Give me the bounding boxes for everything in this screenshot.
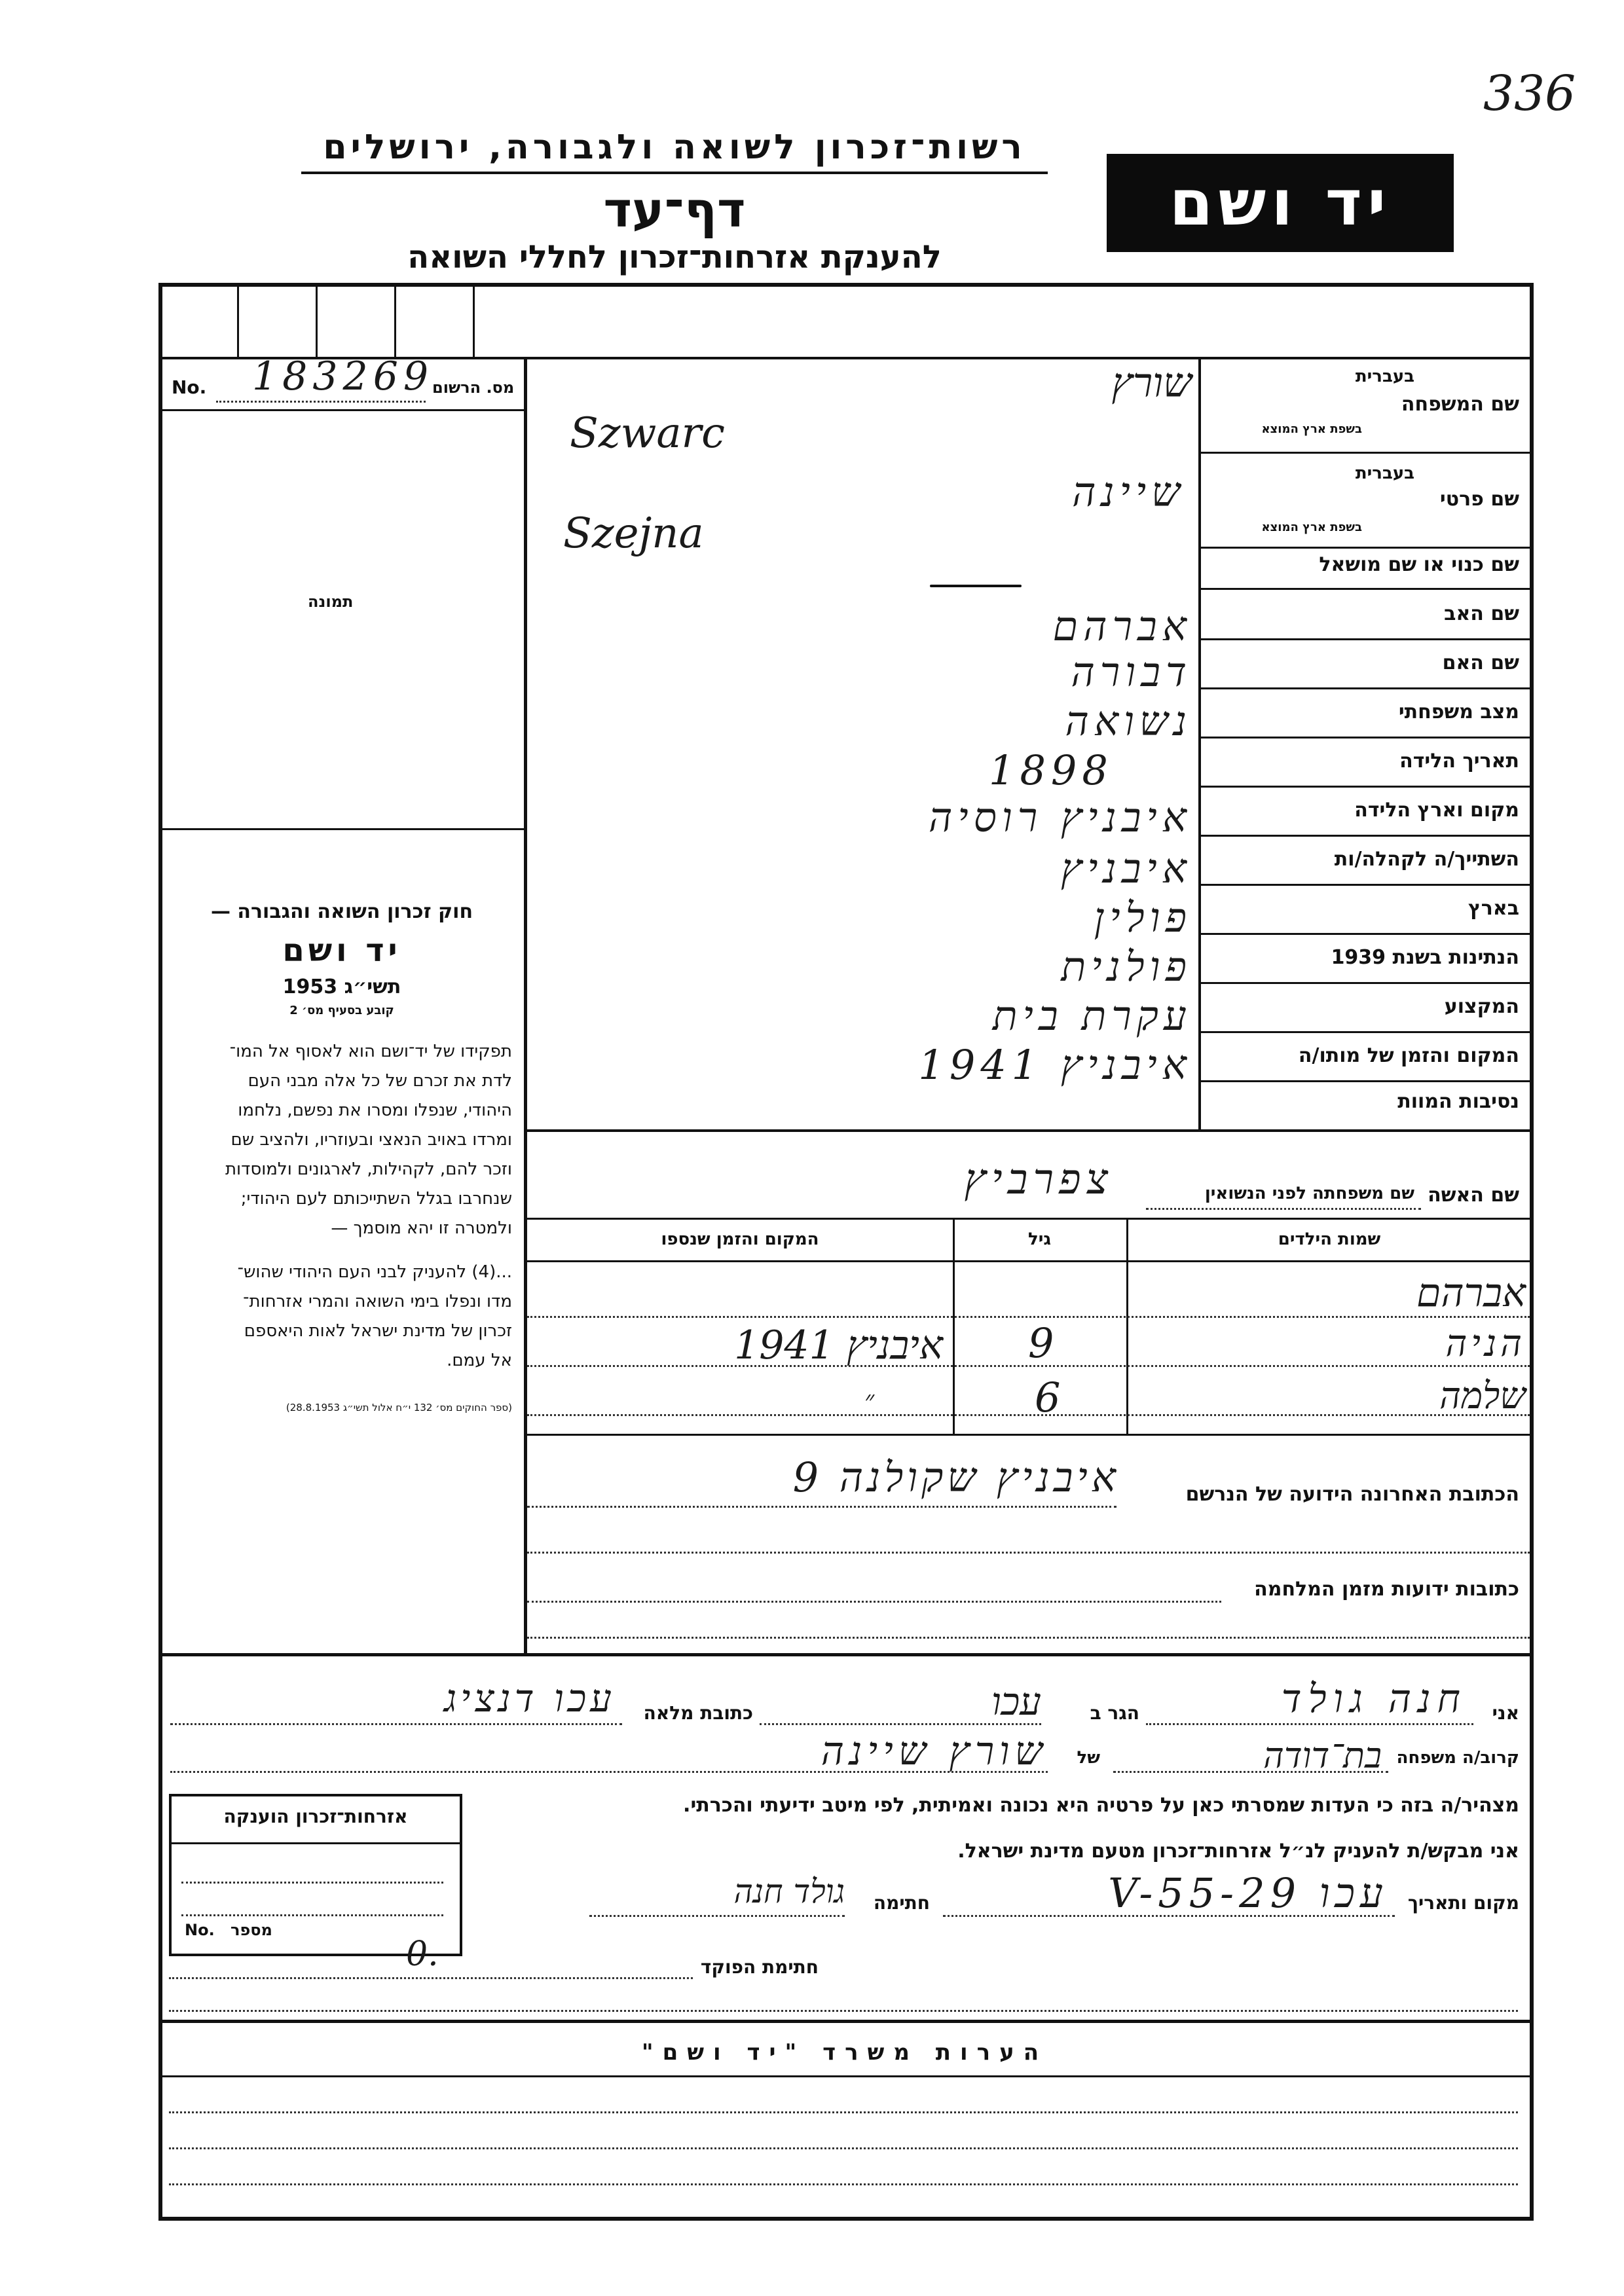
frame-right <box>1530 283 1534 2221</box>
child-death-place-ditto: ״ <box>864 1385 875 1415</box>
row-line <box>1198 786 1530 788</box>
country: פולין <box>1094 894 1192 941</box>
section-line <box>158 1653 1534 1656</box>
law-clause: קובע בסעיף מס׳ 2 <box>289 1004 394 1017</box>
notes-dots <box>169 2147 1518 2149</box>
row-line <box>1198 933 1530 935</box>
war-address-dots <box>527 1637 1530 1639</box>
signature-dots <box>589 1915 845 1917</box>
notes-dots <box>169 2183 1518 2185</box>
section-line <box>158 2020 1534 2023</box>
in-origin-label-2: בשפת ארץ המוצא <box>1261 520 1362 534</box>
org-line: רשות־זכרון לשואה ולגבורה, ירושלים <box>323 128 1026 167</box>
photo-bottom-line <box>162 828 525 830</box>
resides-dots <box>760 1723 1041 1725</box>
row-line <box>1198 687 1530 689</box>
child-death-place: איבניץ 1941 <box>734 1322 943 1368</box>
death-circumstances-label: נסיבות המוות <box>1397 1090 1519 1113</box>
law-para-line: אל עמם. <box>447 1351 512 1370</box>
last-address: איבניץ שקולנה 9 <box>792 1453 1120 1501</box>
spouse-dots <box>1146 1208 1421 1210</box>
death-place-time: איבניץ 1941 <box>918 1041 1192 1089</box>
relation-label: קרוב/ה משפחה <box>1396 1748 1519 1768</box>
reg-line <box>162 409 525 411</box>
country-label: בארץ <box>1467 897 1519 920</box>
declaration-statement-2: אני מבקש/ת להעניק לנ״ל אזרחות־זכרון מטעם מדינת ישראל. <box>957 1840 1519 1863</box>
officer-dots <box>169 1977 693 1979</box>
resides-label: הגר ב <box>1090 1702 1139 1724</box>
birth-date: 1898 <box>989 746 1113 794</box>
marital-status: נשואה <box>1065 697 1192 745</box>
declarant-dots <box>1146 1723 1473 1725</box>
of-dots <box>170 1771 1048 1773</box>
law-para-line: ולמטרה זו יהא מוסמך — <box>331 1218 512 1238</box>
father-label: שם האב <box>1444 602 1519 625</box>
children-names-header: שמות הילדים <box>1278 1230 1381 1249</box>
child-name: שלמה <box>1439 1375 1526 1417</box>
death-place-label: המקום והזמן של מותו/ה <box>1298 1044 1519 1067</box>
nickname-dash <box>930 585 1022 587</box>
law-para-line: ...(4) להעניק לבני העם היהודי שהוש־ <box>237 1262 512 1282</box>
address-dots <box>527 1552 1530 1554</box>
law-para-line: לדת את זכרם של כל אלה מבני העם <box>248 1071 512 1091</box>
children-col-div <box>953 1218 955 1434</box>
spouse-maiden-label: שם משפחתה לפני הנשואין <box>1204 1184 1414 1203</box>
mother-label: שם האם <box>1442 651 1519 674</box>
relation-dots <box>1113 1771 1388 1773</box>
notes-line <box>158 2075 1534 2077</box>
relation-of-name: שורץ שיינה <box>821 1728 1048 1774</box>
law-para-line: תפקידו של יד־ושם הוא לאסוף אל המו־ <box>229 1042 512 1061</box>
war-address-dots <box>527 1601 1221 1603</box>
signature-label: חתימה <box>873 1892 930 1914</box>
place-date-label: מקום ותאריך <box>1407 1892 1519 1914</box>
children-age-header: גיל <box>1027 1230 1051 1249</box>
row-line <box>1198 1031 1530 1033</box>
full-address-label: כתובת מלאה <box>643 1702 753 1724</box>
child-name: אברהם <box>1416 1270 1526 1316</box>
top-cell-div <box>237 283 239 357</box>
row-line <box>1198 884 1530 886</box>
children-bottom-line <box>527 1434 1530 1436</box>
law-para-line: שנחרבו בגלל השתייכותם לעם היהודי; <box>240 1189 512 1209</box>
full-address: עכו דנציג <box>444 1676 616 1721</box>
fields-bottom-line <box>527 1129 1530 1132</box>
registration-number: 183269 <box>252 354 434 399</box>
registration-label: מס. הרשום <box>432 378 515 397</box>
top-cell-div <box>316 283 318 357</box>
row-line <box>1198 547 1530 549</box>
in-origin-label: בשפת ארץ המוצא <box>1261 422 1362 436</box>
child-row-line <box>527 1316 1530 1318</box>
left-col-divider <box>524 357 527 1653</box>
resides-city: עכו <box>991 1679 1041 1724</box>
address-dots <box>527 1506 1116 1508</box>
law-name: יד ושם <box>282 932 401 969</box>
place-date-dots <box>943 1915 1395 1917</box>
profession: עקרת בית <box>992 992 1192 1040</box>
birth-date-label: תאריך הלידה <box>1399 750 1519 773</box>
law-title: חוק זכרון השואה והגבורה — <box>210 900 473 923</box>
row-line <box>1198 452 1530 454</box>
community: איבניץ <box>1060 845 1192 892</box>
row-line <box>1198 638 1530 640</box>
spouse-maiden-name: צפרביץ <box>964 1156 1113 1204</box>
reg-dots <box>216 401 426 403</box>
declarant-signature: גולד חנה <box>733 1872 845 1910</box>
yad-vashem-logo: יד ושם <box>1107 154 1454 252</box>
full-address-dots <box>170 1723 622 1725</box>
section-dots <box>169 2010 1518 2012</box>
citizenship-number-label: מספר <box>231 1921 272 1939</box>
children-header-line <box>527 1260 1530 1262</box>
child-name: הניה <box>1445 1322 1526 1365</box>
law-year: תשי״ג 1953 <box>282 975 401 998</box>
top-cell-div <box>473 283 475 357</box>
form-subtitle: להענקת אזרחות־זכרון לחללי השואה <box>407 239 942 276</box>
birth-place: איבניץ רוסיה <box>929 793 1192 841</box>
children-col-div <box>1126 1218 1128 1434</box>
law-para-line: מדו ונפלו בימי השואה והמרי אזרחות־ <box>243 1292 512 1311</box>
label-col-divider <box>1198 357 1201 1129</box>
row-line <box>1198 835 1530 837</box>
law-para-line: היהודי, שנפלו ומסרו את נפשם, נלחמו <box>238 1101 512 1120</box>
father-name: אברהם <box>1052 602 1192 650</box>
in-hebrew-label-2: בעברית <box>1355 464 1414 483</box>
registration-no-label: No. <box>172 376 207 398</box>
first-name-hebrew: שיינה <box>1072 468 1185 516</box>
officer-signature-label: חתימת הפוקד <box>700 1956 819 1978</box>
child-age: 6 <box>1035 1374 1061 1421</box>
first-name-label: שם פרטי <box>1439 488 1519 511</box>
last-address-label: הכתובת האחרונה הידועה של הנרשם <box>1185 1483 1519 1506</box>
citizenship-label: הנתינות בשנת 1939 <box>1331 946 1519 969</box>
war-address-label: כתובות ידועות מזמן המלחמה <box>1254 1578 1519 1601</box>
row-line <box>1198 588 1530 590</box>
spouse-label: שם האשה <box>1428 1184 1519 1207</box>
first-name-origin: Szejna <box>563 509 704 558</box>
citizenship-granted-title: אזרחות־זכרון הוענקה <box>223 1806 408 1827</box>
of-label: של <box>1077 1748 1100 1768</box>
frame-top <box>158 283 1534 287</box>
family-name-origin: Szwarc <box>570 409 725 458</box>
community-label: השתייך/ה לקהלה/ות <box>1334 848 1519 871</box>
page-number: 336 <box>1483 65 1576 122</box>
photo-label: תמונה <box>308 592 354 611</box>
office-notes-title: הערות משרד "יד ושם" <box>641 2039 1048 2066</box>
row-line <box>1198 982 1530 984</box>
row-line <box>1198 737 1530 738</box>
frame-left <box>158 283 162 2221</box>
declarant-label: אני <box>1492 1702 1519 1724</box>
citizenship-1939: פולנית <box>1061 943 1192 991</box>
law-para-line: זכרון של מדינת ישראל לאות היאספם <box>244 1321 512 1341</box>
spouse-bottom-line <box>527 1218 1530 1220</box>
notes-dots <box>169 2111 1518 2113</box>
top-cell-div <box>394 283 396 357</box>
nickname-label: שם כנוי או שם מושאל <box>1319 553 1519 576</box>
officer-scribble: 0.‏‏‏ <box>406 1935 439 1974</box>
citizenship-granted-box <box>169 1794 462 1956</box>
citizenship-no-label: No. <box>185 1921 215 1939</box>
marital-label: מצב משפחתי <box>1398 701 1519 723</box>
profession-label: המקצוע <box>1444 995 1519 1018</box>
family-name-hebrew: שורץ <box>1111 359 1192 407</box>
place-date: עכו 29-V-55 <box>1108 1869 1388 1917</box>
in-hebrew-label: בעברית <box>1355 367 1414 386</box>
children-place-header: המקום והזמן שנספו <box>661 1230 819 1249</box>
relation-value: בת־דודה <box>1263 1735 1382 1776</box>
law-para-line: וזכר להם, לקהילות, לארגונים ולמוסדות <box>225 1159 512 1179</box>
family-name-label: שם המשפחה <box>1401 393 1519 416</box>
birth-place-label: מקום וארץ הלידה <box>1354 799 1519 822</box>
form-title: דף־עד <box>603 182 746 238</box>
org-underline <box>301 172 1048 174</box>
declaration-statement-1: מצהיר/ה בזה כי העדות שמסרתי כאן על פרטיה היא נכונה ואמיתית, לפי מיטב ידיעתי והכרתי. <box>683 1794 1519 1817</box>
child-age: 9 <box>1028 1319 1054 1367</box>
row-line <box>1198 1080 1530 1082</box>
law-source: (ספר החוקים מס׳ 132 י״ח אלול תשי״ג 28.8.1953) <box>286 1402 512 1413</box>
declarant-name: חנה גולד <box>1281 1676 1467 1722</box>
law-para-line: ומרדו באויב הנאצי ובעוזריו, ולהציב שם <box>231 1130 512 1150</box>
mother-name: דבורה <box>1071 648 1192 696</box>
frame-bottom <box>158 2217 1534 2221</box>
